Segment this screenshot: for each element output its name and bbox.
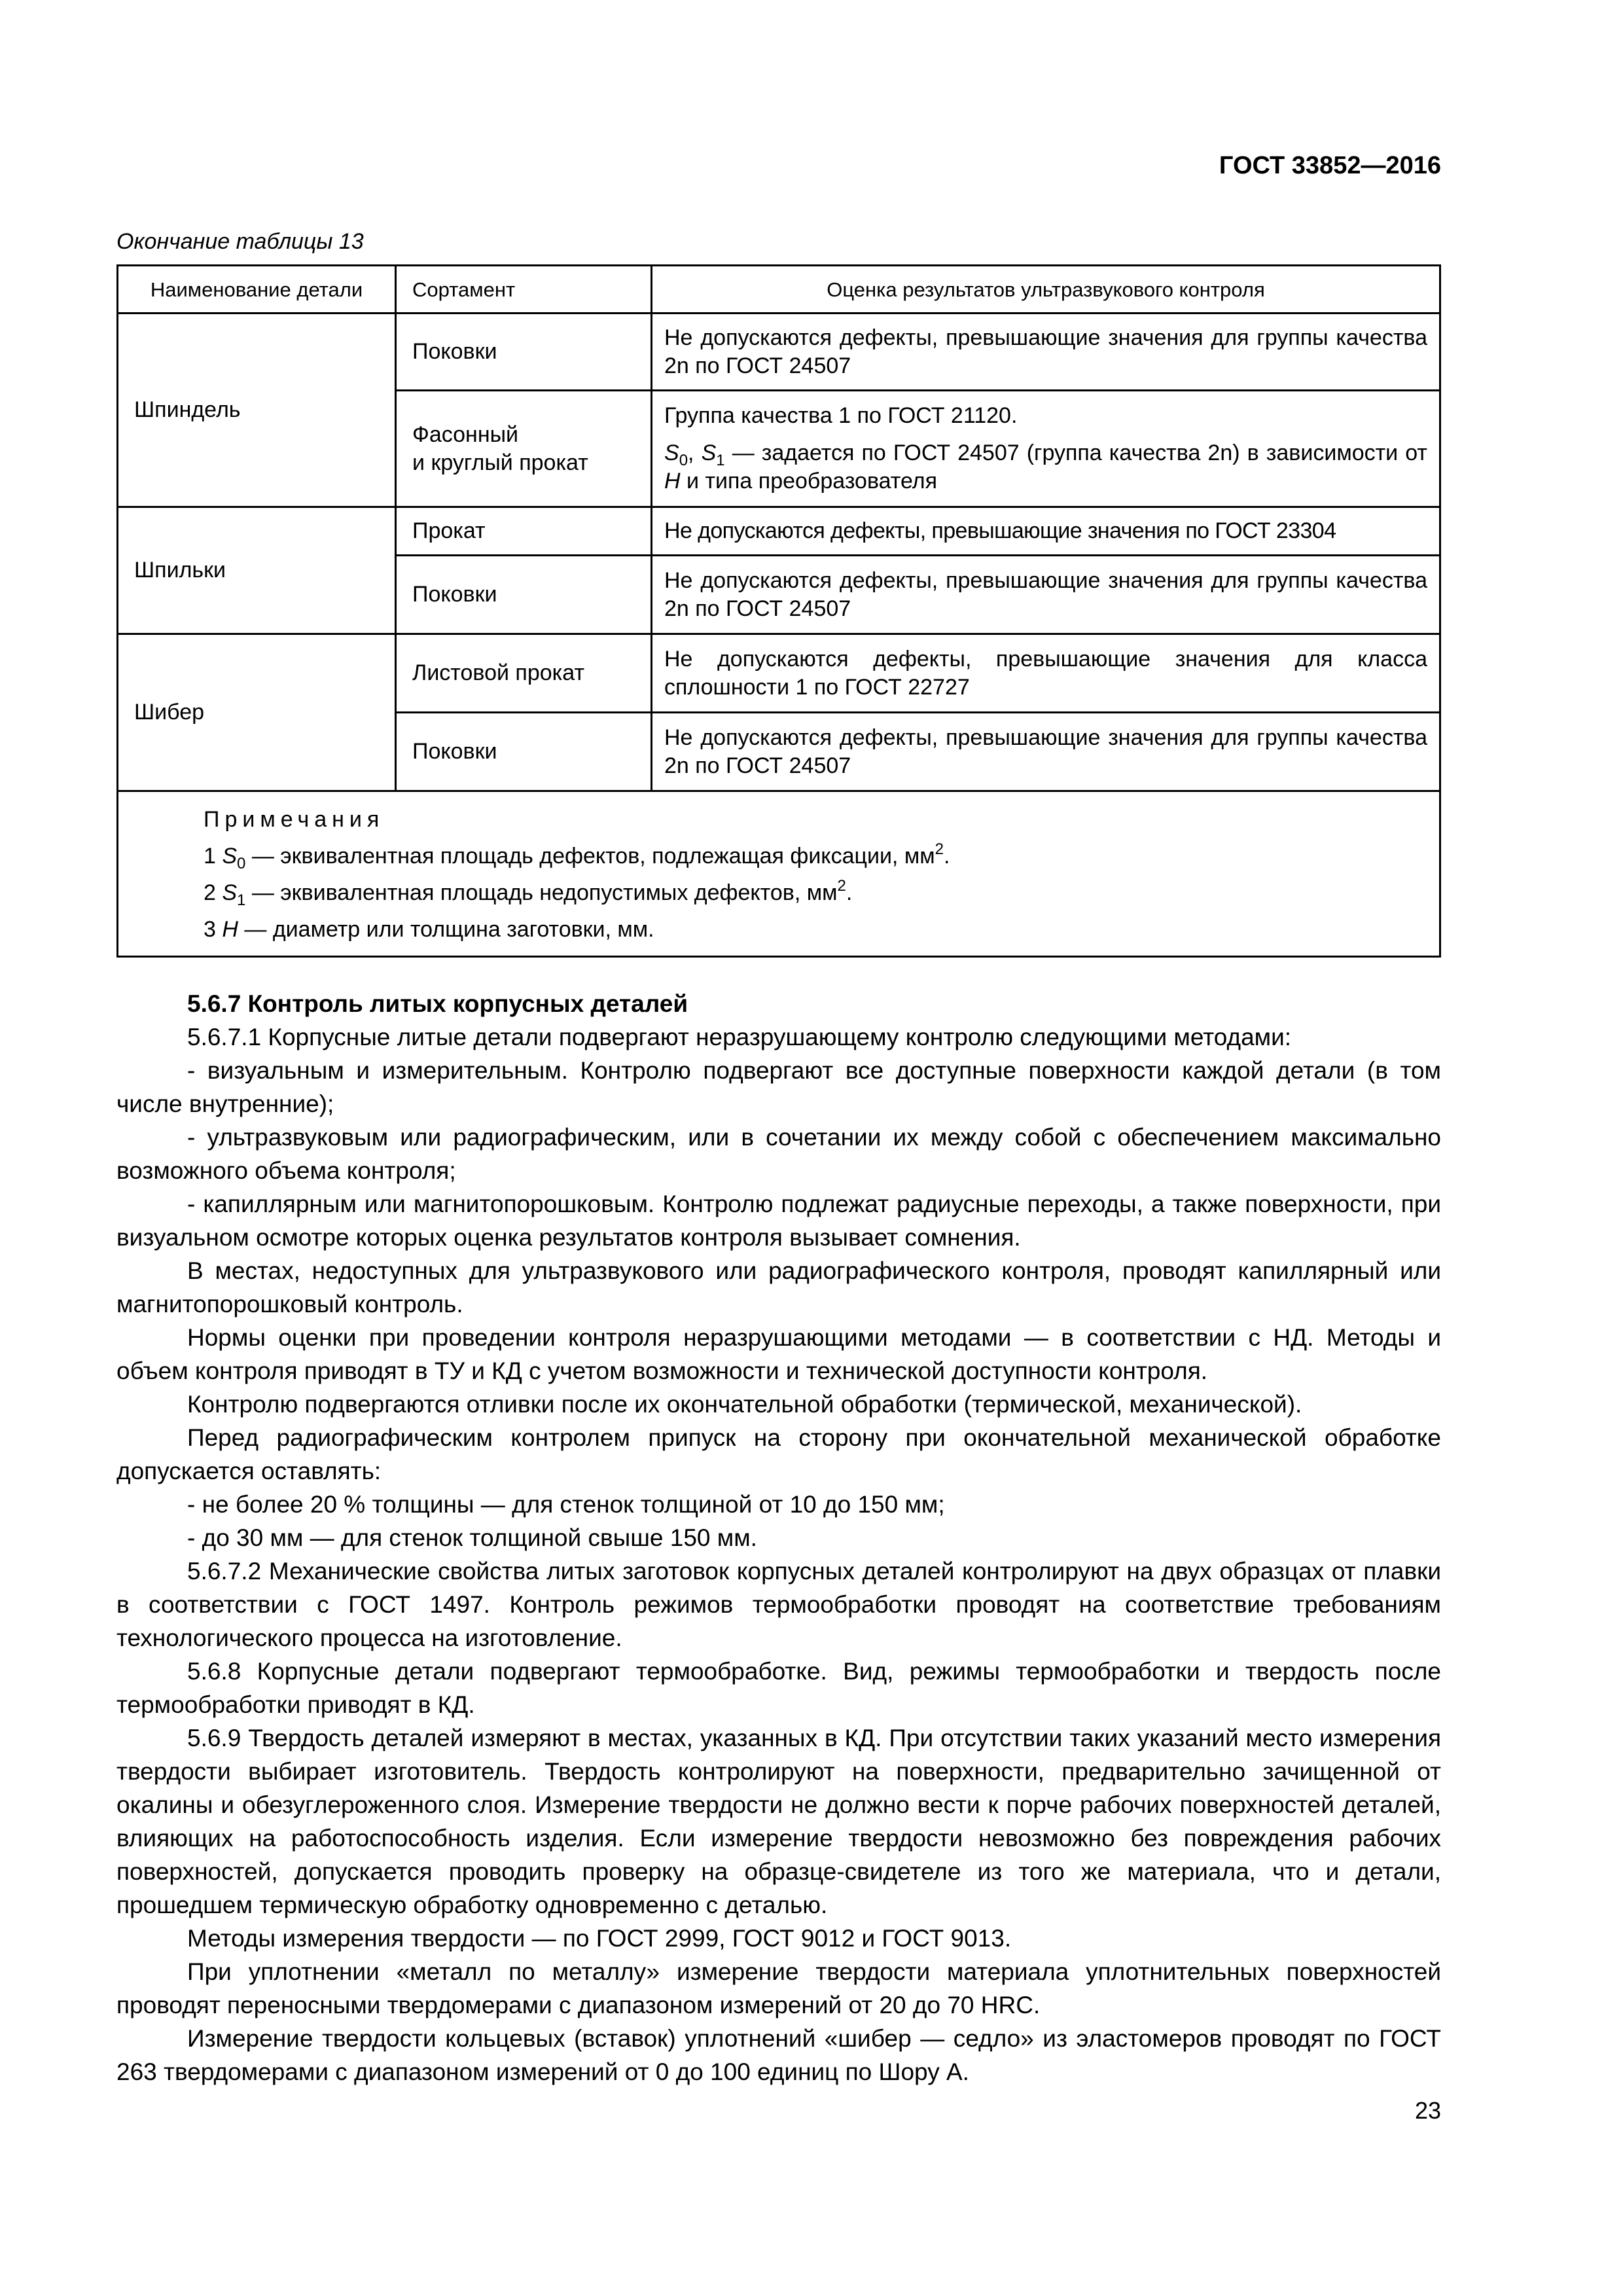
assessment-cell: Не допускаются дефекты, превышающие значения для группы качества 2n по ГОСТ 24507 (652, 314, 1440, 391)
detail-name-cell: Шпиндель (118, 314, 396, 507)
body-paragraph: Перед радиографическим контролем припуск на сторону при окончательной механической обработке допускается оставлять: (116, 1424, 1441, 1484)
column-header-detail: Наименование детали (118, 266, 396, 314)
subscript: 0 (679, 452, 688, 469)
superscript: 2 (935, 840, 944, 858)
assessment-paragraph (664, 439, 1427, 495)
page-number: 23 (1414, 2097, 1441, 2124)
list-item: - визуальным и измерительным. Контролю подвергают все доступные поверхности каждой детали (в том числе внутренние); (116, 1057, 1441, 1117)
assortment-line: и круглый прокат (412, 450, 588, 475)
subscript: 1 (716, 452, 725, 469)
symbol-s: S (664, 440, 679, 465)
note-number: 3 (204, 917, 223, 942)
assortment-cell: Поковки (396, 314, 652, 391)
assessment-paragraph: Группа качества 1 по ГОСТ 21120. (664, 403, 1018, 428)
note-number: 2 (204, 880, 223, 905)
assortment-cell (396, 391, 652, 507)
note-item (204, 874, 1427, 911)
subscript: 0 (237, 855, 246, 872)
body-text (116, 987, 1441, 2089)
note-number: 1 (204, 844, 223, 869)
symbol-h: H (222, 917, 238, 942)
list-item: - до 30 мм — для стенок толщиной свыше 150 мм. (187, 1524, 757, 1551)
assessment-cell: Не допускаются дефекты, превышающие значения для класса сплошности 1 по ГОСТ 22727 (652, 634, 1440, 713)
assessment-cell: Не допускаются дефекты, превышающие значения для группы качества 2n по ГОСТ 24507 (652, 556, 1440, 634)
body-paragraph: 5.6.7.2 Механические свойства литых заготовок корпусных деталей контролируют на двух образцах от плавки в соответствии с ГОСТ 1497. Контроль режимов термообработки проводят на соответствие требованиям технологического процесса на изготовление. (116, 1558, 1441, 1651)
note-item (204, 838, 1427, 874)
notes-title: Примечания (204, 807, 385, 832)
note-text: — диаметр или толщина заготовки, мм. (238, 917, 654, 942)
symbol-h: H (664, 469, 681, 493)
separator: , (688, 440, 702, 465)
list-item: - ультразвуковым или радиографическим, или в сочетании их между собой с обеспечением максимально возможного объема контроля; (116, 1124, 1441, 1184)
table-row (118, 507, 1440, 556)
assessment-cell: Не допускаются дефекты, превышающие значения по ГОСТ 23304 (652, 507, 1440, 556)
section-heading: 5.6.7 Контроль литых корпусных деталей (187, 990, 688, 1017)
table-row (118, 314, 1440, 391)
assessment-text: и типа преобразователя (680, 469, 938, 493)
assortment-cell: Поковки (396, 556, 652, 634)
notes-cell (118, 791, 1440, 957)
body-paragraph: 5.6.8 Корпусные детали подвергают термообработке. Вид, режимы термообработки и твердость после термообработки приводят в КД. (116, 1658, 1441, 1718)
document-page (116, 0, 1441, 2296)
symbol-s: S (701, 440, 717, 465)
body-paragraph: 5.6.7.1 Корпусные литые детали подвергают неразрушающему контролю следующими методами: (187, 1024, 1292, 1050)
note-item (204, 911, 1427, 948)
assessment-cell: Не допускаются дефекты, превышающие значения для группы качества 2n по ГОСТ 24507 (652, 713, 1440, 791)
table-row (118, 634, 1440, 713)
assessment-text: — задается по ГОСТ 24507 (группа качества 2n) в зависимости от (724, 440, 1427, 465)
assortment-cell: Листовой прокат (396, 634, 652, 713)
body-paragraph: Измерение твердости кольцевых (вставок) уплотнений «шибер — седло» из эластомеров проводят по ГОСТ 263 твердомерами с диапазоном измерений от 0 до 100 единиц по Шору А. (116, 2025, 1441, 2085)
standard-designation: ГОСТ 33852—2016 (1219, 152, 1441, 179)
ultrasonic-control-table (116, 264, 1441, 958)
table-header-row (118, 266, 1440, 314)
symbol-s: S (222, 844, 238, 869)
assortment-cell: Поковки (396, 713, 652, 791)
table-caption: Окончание таблицы 13 (116, 229, 364, 254)
subscript: 1 (237, 891, 246, 909)
body-paragraph: При уплотнении «металл по металлу» измерение твердости материала уплотнительных поверхностей проводят переносными твердомерами с диапазоном измерений от 20 до 70 HRC. (116, 1958, 1441, 2018)
detail-name-cell: Шпильки (118, 507, 396, 634)
detail-name-cell: Шибер (118, 634, 396, 791)
body-paragraph: Нормы оценки при проведении контроля неразрушающими методами — в соответствии с НД. Методы и объем контроля приводят в ТУ и КД с учетом возможности и технической доступности контроля. (116, 1324, 1441, 1384)
assortment-cell: Прокат (396, 507, 652, 556)
superscript: 2 (837, 877, 846, 895)
list-item: - капиллярным или магнитопорошковым. Контролю подлежат радиусные переходы, а также поверхности, при визуальном осмотре которых оценка результатов контроля вызывает сомнения. (116, 1191, 1441, 1251)
note-text: — эквивалентная площадь дефектов, подлежащая фиксации, мм (245, 844, 935, 869)
column-header-assessment: Оценка результатов ультразвукового контроля (652, 266, 1440, 314)
note-end: . (943, 844, 950, 869)
note-end: . (846, 880, 853, 905)
note-text: — эквивалентная площадь недопустимых дефектов, мм (245, 880, 838, 905)
list-item: - не более 20 % толщины — для стенок толщиной от 10 до 150 мм; (187, 1491, 945, 1518)
body-paragraph: Методы измерения твердости — по ГОСТ 2999, ГОСТ 9012 и ГОСТ 9013. (187, 1925, 1012, 1952)
body-paragraph: 5.6.9 Твердость деталей измеряют в местах, указанных в КД. При отсутствии таких указаний место измерения твердости выбирает изготовитель. Твердость контролируют на поверхности, предварительно зачищенной от окалины и обезуглероженного слоя. Измерение твердости не должно вести к порче рабочих поверхностей деталей, влияющих на работоспособность изделия. Если измерение твердости невозможно без повреждения рабочих поверхностей, допускается проводить проверку на образце-свидетеле из того же материала, что и детали, прошедшем термическую обработку одновременно с деталью. (116, 1725, 1441, 1918)
column-header-assortment: Сортамент (396, 266, 652, 314)
body-paragraph: Контролю подвергаются отливки после их окончательной обработки (термической, механической). (187, 1391, 1302, 1418)
table-notes-row (118, 791, 1440, 957)
symbol-s: S (222, 880, 238, 905)
body-paragraph: В местах, недоступных для ультразвукового или радиографического контроля, проводят капиллярный или магнитопорошковый контроль. (116, 1257, 1441, 1318)
assessment-cell (652, 391, 1440, 507)
assortment-line: Фасонный (412, 422, 519, 447)
